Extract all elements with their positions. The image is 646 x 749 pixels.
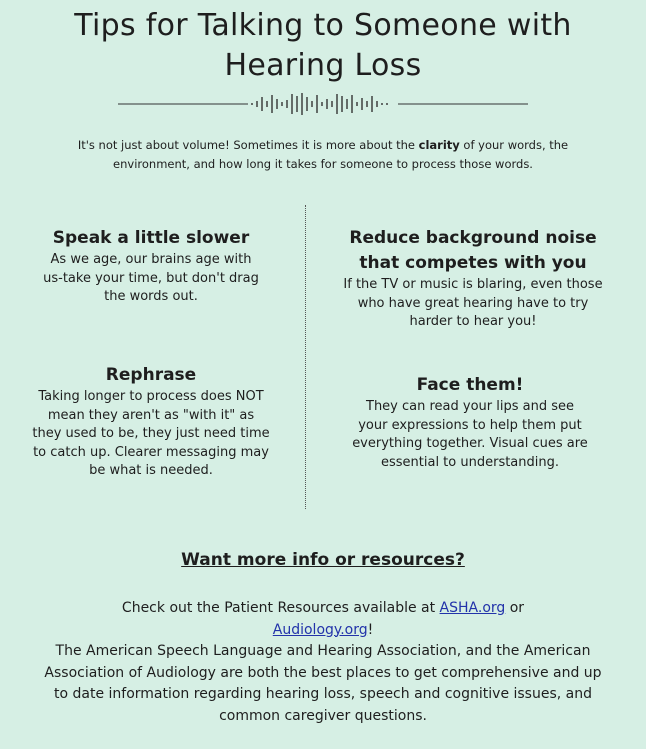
resources-suffix: !: [367, 621, 374, 638]
dotted-column-divider: [305, 205, 306, 509]
tip-reduce-noise: [340, 226, 606, 332]
tip-heading: Rephrase: [105, 365, 197, 385]
tip-body: As we age, our brains age with us-take your time, but don't drag the words out.: [43, 252, 259, 304]
intro-part-1: It's not just about volume! Sometimes it is more about the: [77, 138, 419, 152]
resources-middle: or: [505, 600, 525, 616]
resources-paragraph: The American Speech Language and Hearing Association, and the American Association of Audiology are both the best places to get comprehensive and up to date information regarding hearing loss, speech and cognitive issues, and common caregiver questions.: [44, 643, 602, 724]
page-title: [0, 6, 646, 86]
asha-link[interactable]: ASHA.org: [439, 600, 506, 616]
tip-heading: Speak a little slower: [52, 228, 250, 248]
intro-bold-word: clarity: [418, 138, 460, 152]
tip-body: If the TV or music is blaring, even those who have great hearing have to try harder to hear you!: [343, 277, 603, 329]
more-info-heading: Want more info or resources?: [181, 550, 465, 570]
resources-text: [40, 598, 606, 727]
tip-rephrase: [32, 363, 270, 481]
tip-body: Taking longer to process does NOT mean they aren't as "with it" as they used to be, they just need time to catch up. Clearer messaging may be what is needed.: [32, 389, 270, 478]
resources-prefix: Check out the Patient Resources available at: [121, 600, 440, 616]
intro-text: [40, 136, 606, 174]
tip-face-them: [352, 373, 588, 472]
sound-wave-divider: [118, 92, 528, 116]
tip-speak-slower: [42, 226, 260, 307]
tip-heading: Reduce background noise that competes with you: [349, 228, 597, 273]
intro-part-2: of your words, the environment, and how long it takes for someone to process those words.: [113, 138, 569, 171]
audiology-link[interactable]: Audiology.org: [272, 621, 368, 638]
title-line-1: Tips for Talking to Someone with: [74, 8, 572, 43]
tip-heading: Face them!: [416, 375, 524, 395]
title-line-2: Hearing Loss: [224, 48, 422, 83]
tip-body: They can read your lips and see your expressions to help them put everything together. Visual cues are essential to understanding.: [352, 399, 588, 470]
